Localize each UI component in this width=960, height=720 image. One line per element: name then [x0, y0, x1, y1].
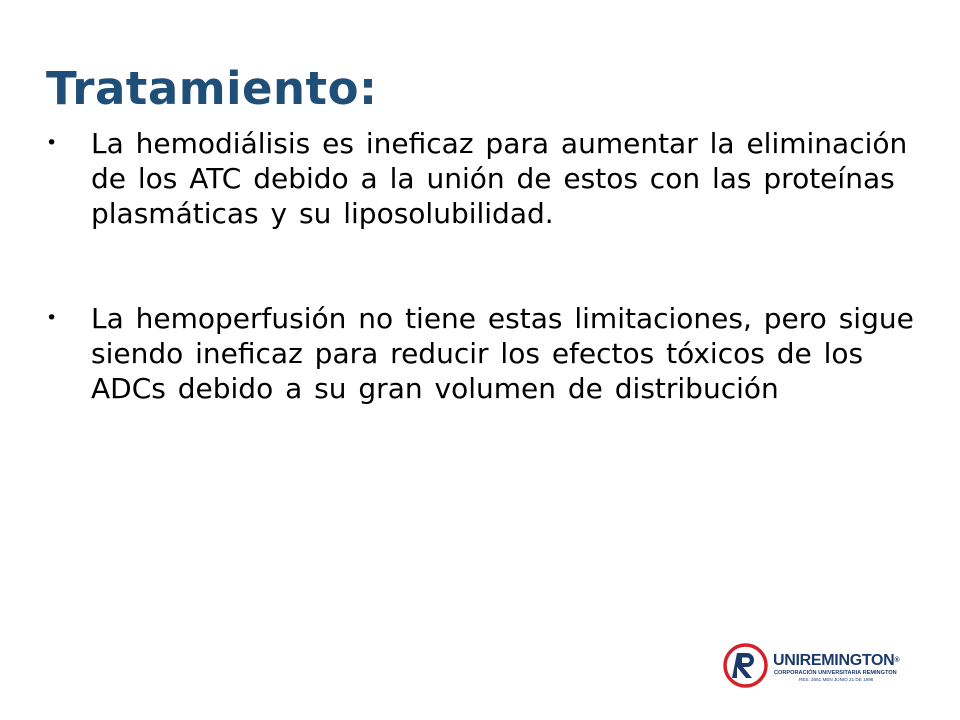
- uniremington-r-logo-icon: [723, 643, 768, 688]
- uniremington-logo: [723, 643, 923, 687]
- logo-name-text: UNIREMINGTON: [773, 652, 895, 669]
- bullet-item: [42, 126, 937, 231]
- logo-name: [773, 653, 899, 669]
- bullet-text: La hemodiálisis es ineficaz para aumentar la eliminación de los ATC debido a la unión de estos con las proteínas plasmáticas y su liposolubilidad.: [91, 127, 908, 230]
- logo-resolution: RES. 2661 MEN JUNIO 21 DE 1996: [799, 677, 874, 682]
- bullet-item: [42, 301, 937, 406]
- logo-subtitle: CORPORACIÓN UNIVERSITARIA REMINGTON: [774, 670, 897, 676]
- bullet-dot-icon: •: [46, 307, 58, 329]
- bullet-list: [42, 126, 937, 476]
- slide-title: Tratamiento:: [46, 62, 378, 115]
- logo-registered-mark: ®: [894, 657, 900, 664]
- bullet-text: La hemoperfusión no tiene estas limitaciones, pero sigue siendo ineficaz para reducir los efectos tóxicos de los ADCs debido a su gran volumen de distribución: [91, 302, 914, 405]
- bullet-dot-icon: •: [46, 132, 58, 154]
